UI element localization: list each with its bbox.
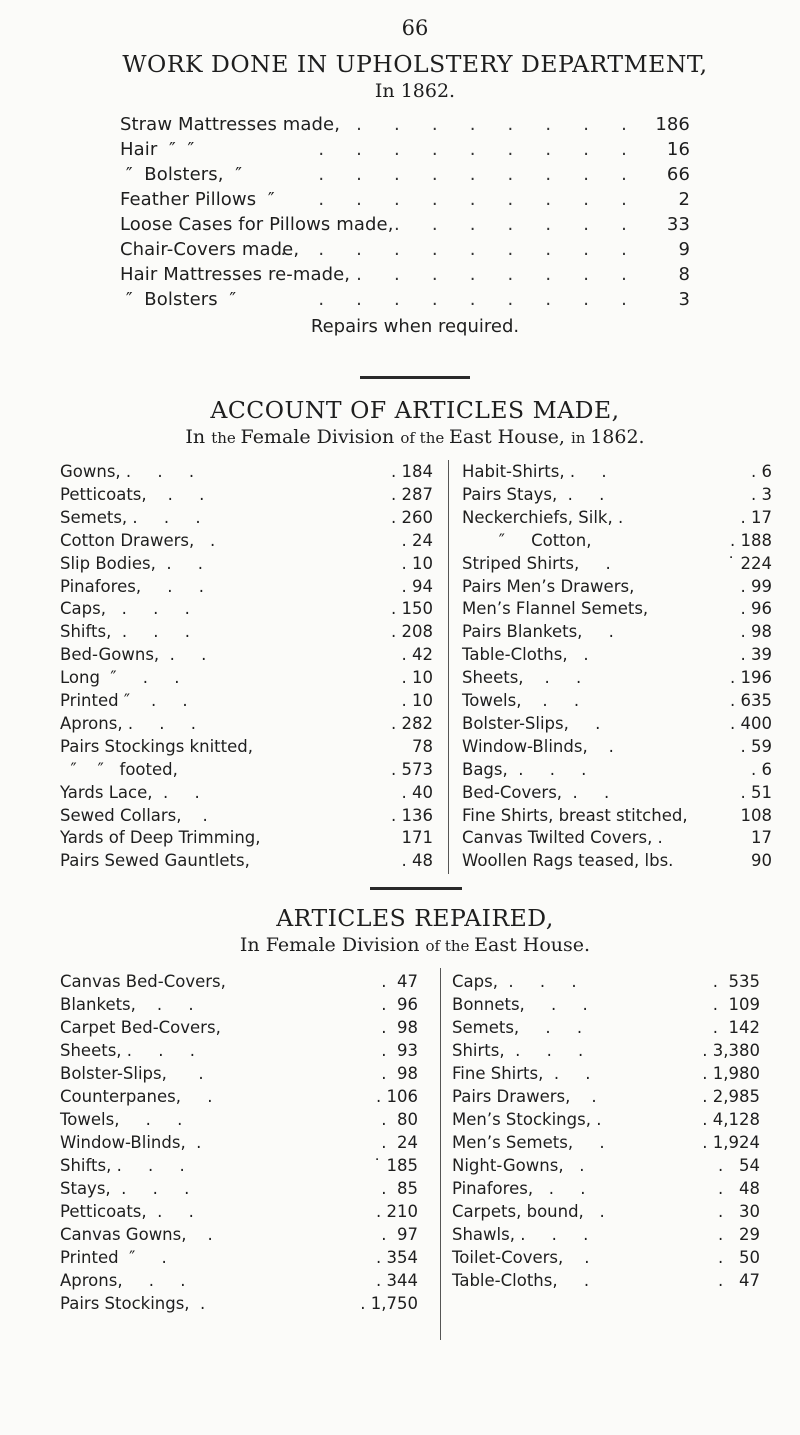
table-row — [462, 508, 772, 531]
table-row — [60, 1133, 418, 1156]
item-value: . 10 — [401, 553, 433, 573]
table-row — [462, 577, 772, 600]
item-label: Slip Bodies, . . — [60, 553, 204, 573]
item-label: Stays, . . . — [60, 1179, 190, 1198]
item-label: Canvas Bed-Covers, — [60, 972, 226, 991]
table-row — [60, 1248, 418, 1271]
table-row — [60, 1110, 418, 1133]
item-label: Bags, . . . — [462, 759, 587, 779]
work-done-title: WORK DONE IN UPHOLSTERY DEPARTMENT, — [122, 50, 708, 78]
item-value: . 85 — [381, 1179, 418, 1198]
item-label: Men’s Semets, . — [452, 1133, 605, 1152]
item-label: Counterpanes, . — [60, 1087, 213, 1106]
table-row — [462, 714, 772, 737]
item-label: Bolster-Slips, . — [60, 1064, 204, 1083]
work-done-label: Hair Mattresses re-made, — [120, 264, 351, 285]
item-label: Printed ″ . . — [60, 691, 188, 710]
articles-repaired-title: ARTICLES REPAIRED, — [276, 904, 554, 932]
table-row — [462, 851, 772, 874]
item-value: ˙ 185 — [373, 1156, 418, 1175]
subtitle-word: Division — [316, 426, 401, 448]
item-value: . 188 — [730, 530, 772, 550]
item-value: 108 — [740, 805, 772, 825]
item-label: Cotton Drawers, . — [60, 530, 216, 550]
table-row — [60, 691, 433, 714]
table-row — [60, 1041, 418, 1064]
table-row — [452, 1179, 760, 1202]
table-row — [462, 599, 772, 622]
table-row — [452, 972, 760, 995]
item-label: Caps, . . . — [60, 599, 190, 619]
table-row — [462, 668, 772, 691]
work-done-row — [120, 264, 690, 290]
subtitle-word: East — [449, 426, 498, 448]
item-label: Caps, . . . — [452, 972, 577, 991]
work-done-value: 66 — [666, 164, 690, 185]
item-value: . 282 — [391, 713, 433, 733]
column-divider — [440, 968, 441, 1340]
subtitle-word: In — [239, 934, 266, 956]
item-value: . 99 — [740, 576, 772, 596]
item-value: . 354 — [376, 1248, 418, 1267]
item-label: Pinafores, . . — [60, 576, 204, 596]
item-value: . 48 — [401, 851, 433, 871]
item-value: . 96 — [381, 995, 418, 1014]
table-row — [462, 645, 772, 668]
work-done-label: Loose Cases for Pillows made, — [120, 214, 394, 235]
table-row — [452, 1248, 760, 1271]
work-done-value: 186 — [655, 114, 690, 135]
item-value: . 535 — [712, 972, 760, 991]
item-label: Men’s Flannel Semets, — [462, 599, 649, 619]
table-row — [60, 972, 418, 995]
item-value: . 106 — [376, 1087, 418, 1106]
item-label: Neckerchiefs, Silk, . — [462, 507, 624, 527]
item-value: . 59 — [740, 736, 772, 756]
item-label: Yards of Deep Trimming, — [60, 828, 261, 848]
leader-dots: . . . . . . . . — [356, 264, 640, 285]
item-label: Aprons, . . . — [60, 713, 197, 733]
item-value: . 48 — [718, 1179, 760, 1198]
item-label: Pairs Men’s Drawers, — [462, 576, 635, 596]
table-row — [452, 1133, 760, 1156]
item-label: Canvas Twilted Covers, . — [462, 828, 663, 848]
table-row — [60, 531, 433, 554]
item-value: . 24 — [401, 530, 433, 550]
subtitle-word: in — [570, 429, 591, 447]
item-value: . 573 — [391, 759, 433, 779]
work-done-subtitle-prefix: In — [374, 80, 395, 102]
table-row — [60, 462, 433, 485]
item-value: . 50 — [718, 1248, 760, 1267]
table-row — [60, 1271, 418, 1294]
subtitle-word: the — [211, 429, 241, 447]
item-value: . 196 — [730, 668, 772, 688]
item-label: Bonnets, . . — [452, 995, 588, 1014]
table-row — [462, 622, 772, 645]
table-row — [60, 1294, 418, 1317]
item-label: Shifts, . . . — [60, 622, 191, 642]
table-row — [462, 806, 772, 829]
item-label: Fine Shirts, breast stitched, — [462, 805, 688, 825]
work-done-label: ″ Bolsters ″ — [120, 289, 237, 310]
item-label: Shawls, . . . — [452, 1225, 589, 1244]
item-label: Bolster-Slips, . — [462, 713, 601, 733]
table-row — [452, 1225, 760, 1248]
table-row — [462, 737, 772, 760]
item-label: Men’s Stockings, . — [452, 1110, 602, 1129]
item-value: . 210 — [376, 1202, 418, 1221]
table-row — [452, 1202, 760, 1225]
work-done-subtitle-year: 1862. — [400, 80, 456, 102]
item-label: Petticoats, . . — [60, 484, 205, 504]
table-row — [462, 691, 772, 714]
item-value: . 51 — [740, 782, 772, 802]
item-value: . 1,924 — [702, 1133, 760, 1152]
page-number: 66 — [401, 16, 429, 40]
item-label: ″ ″ footed, — [60, 759, 178, 779]
work-done-label: Hair ″ ″ — [120, 139, 195, 160]
item-label: Sheets, . . — [462, 668, 582, 688]
item-value: . 24 — [381, 1133, 418, 1152]
leader-dots: . . . . . . . . — [356, 114, 640, 135]
item-value: . 1,980 — [702, 1064, 760, 1083]
table-row — [60, 1087, 418, 1110]
table-row — [452, 1156, 760, 1179]
item-value: . 98 — [381, 1064, 418, 1083]
item-label: Towels, . . — [60, 1110, 183, 1129]
item-value: . 109 — [712, 995, 760, 1014]
item-label: Shirts, . . . — [452, 1041, 584, 1060]
item-value: . 400 — [730, 713, 772, 733]
item-value: . 97 — [381, 1225, 418, 1244]
item-label: Semets, . . — [452, 1018, 583, 1037]
work-done-value: 16 — [666, 139, 690, 160]
table-row — [452, 1087, 760, 1110]
item-label: Carpet Bed-Covers, — [60, 1018, 221, 1037]
articles-made-title: ACCOUNT OF ARTICLES MADE, — [210, 396, 620, 424]
item-label: Bed-Covers, . . — [462, 782, 610, 802]
item-value: . 287 — [391, 484, 433, 504]
item-value: . 39 — [740, 645, 772, 665]
item-label: Fine Shirts, . . — [452, 1064, 591, 1083]
column-divider — [448, 460, 449, 874]
subtitle-word: of the — [400, 429, 449, 447]
item-label: Woollen Rags teased, lbs. — [462, 851, 674, 871]
table-row — [60, 995, 418, 1018]
item-label: Habit-Shirts, . . — [462, 462, 607, 481]
item-value: . 208 — [391, 622, 433, 642]
item-value: . 98 — [381, 1018, 418, 1037]
item-label: Night-Gowns, . — [452, 1156, 585, 1175]
table-row — [462, 485, 772, 508]
table-row — [462, 462, 772, 485]
articles-made-subtitle — [0, 426, 800, 448]
item-value: . 94 — [401, 576, 433, 596]
section-divider — [360, 376, 470, 379]
table-row — [60, 760, 433, 783]
leader-dots: . . . . . . . . . . — [280, 239, 640, 260]
subtitle-word: House, — [497, 426, 571, 448]
work-done-value: 9 — [678, 239, 690, 260]
work-done-label: Straw Mattresses made, — [120, 114, 341, 135]
work-done-row — [120, 164, 690, 190]
subtitle-word: In — [185, 426, 212, 448]
item-value: . 3,380 — [702, 1041, 760, 1060]
item-label: Pairs Drawers, . — [452, 1087, 597, 1106]
leader-dots: . . . . . . . . . — [318, 139, 640, 160]
item-label: Bed-Gowns, . . — [60, 645, 207, 665]
table-row — [60, 806, 433, 829]
item-value: 78 — [412, 736, 433, 756]
item-value: . 344 — [376, 1271, 418, 1290]
subtitle-word: Female — [240, 426, 317, 448]
item-value: . 635 — [730, 691, 772, 710]
table-row — [60, 1064, 418, 1087]
work-done-value: 8 — [678, 264, 690, 285]
item-label: Carpets, bound, . — [452, 1202, 605, 1221]
table-row — [60, 783, 433, 806]
item-label: Gowns, . . . — [60, 462, 195, 481]
item-label: Pairs Stays, . . — [462, 484, 605, 504]
item-label: Sheets, . . . — [60, 1041, 195, 1060]
item-value: . 260 — [391, 507, 433, 527]
item-label: ″ Cotton, — [462, 530, 592, 550]
leader-dots: . . . . . . . . . — [318, 189, 640, 210]
section-divider — [370, 887, 462, 890]
table-row — [60, 1156, 418, 1179]
table-row — [60, 645, 433, 668]
item-value: . 47 — [381, 972, 418, 991]
item-value: . 150 — [391, 599, 433, 619]
item-value: . 10 — [401, 668, 433, 688]
table-row — [60, 485, 433, 508]
item-value: . 29 — [718, 1225, 760, 1244]
item-value: . 40 — [401, 782, 433, 802]
work-done-label: Chair-Covers made, — [120, 239, 300, 260]
subtitle-word: of the — [425, 937, 475, 955]
item-label: Pinafores, . . — [452, 1179, 586, 1198]
item-label: Long ″ . . — [60, 668, 180, 688]
table-row — [60, 1179, 418, 1202]
item-label: Toilet-Covers, . — [452, 1248, 590, 1267]
table-row — [452, 995, 760, 1018]
item-label: Canvas Gowns, . — [60, 1225, 213, 1244]
table-row — [60, 1202, 418, 1225]
work-done-subtitle — [0, 80, 800, 102]
subtitle-word: Female — [265, 934, 342, 956]
item-value: . 47 — [718, 1271, 760, 1290]
table-row — [60, 851, 433, 874]
item-value: . 30 — [718, 1202, 760, 1221]
table-row — [60, 554, 433, 577]
item-label: Semets, . . . — [60, 507, 201, 527]
table-row — [462, 783, 772, 806]
work-done-row — [120, 239, 690, 265]
table-row — [60, 668, 433, 691]
work-done-label: Feather Pillows ″ — [120, 189, 275, 210]
leader-dots: . . . . . . . . . — [318, 164, 640, 185]
item-value: . 17 — [740, 507, 772, 527]
item-value: . 6 — [751, 462, 772, 481]
item-label: Table-Cloths, . — [452, 1271, 590, 1290]
work-done-row — [120, 214, 690, 240]
item-value: . 80 — [381, 1110, 418, 1129]
item-label: Aprons, . . — [60, 1271, 186, 1290]
table-row — [462, 531, 772, 554]
item-label: Printed ″ . — [60, 1248, 167, 1267]
work-done-label: ″ Bolsters, ″ — [120, 164, 243, 185]
subtitle-word: 1862. — [590, 426, 645, 448]
item-value: . 1,750 — [360, 1294, 418, 1313]
table-row — [60, 737, 433, 760]
item-value: . 136 — [391, 805, 433, 825]
item-label: Pairs Blankets, . — [462, 622, 614, 642]
leader-dots: . . . . . . . — [394, 214, 640, 235]
table-row — [60, 622, 433, 645]
item-value: . 6 — [751, 759, 772, 779]
table-row — [60, 714, 433, 737]
item-value: . 142 — [712, 1018, 760, 1037]
item-label: Towels, . . — [462, 691, 580, 710]
work-done-row — [120, 114, 690, 140]
table-row — [462, 760, 772, 783]
table-row — [60, 508, 433, 531]
table-row — [452, 1018, 760, 1041]
item-value: 171 — [401, 828, 433, 848]
table-row — [452, 1271, 760, 1294]
table-row — [462, 554, 772, 577]
table-row — [452, 1064, 760, 1087]
item-label: Striped Shirts, . — [462, 553, 611, 573]
work-done-value: 33 — [666, 214, 690, 235]
item-value: 17 — [751, 828, 772, 848]
item-value: ˙ 224 — [727, 553, 772, 573]
item-label: Sewed Collars, . — [60, 805, 208, 825]
table-row — [60, 577, 433, 600]
table-row — [60, 1225, 418, 1248]
item-value: . 3 — [751, 484, 772, 504]
item-value: . 10 — [401, 691, 433, 710]
subtitle-word: East — [474, 934, 523, 956]
work-done-value: 3 — [678, 289, 690, 310]
work-done-row — [120, 139, 690, 165]
item-label: Pairs Stockings knitted, — [60, 736, 253, 756]
item-value: . 42 — [401, 645, 433, 665]
item-label: Window-Blinds, . — [60, 1133, 202, 1152]
item-label: Yards Lace, . . — [60, 782, 200, 802]
item-value: 90 — [751, 851, 772, 871]
item-value: . 96 — [740, 599, 772, 619]
item-label: Table-Cloths, . — [462, 645, 589, 665]
item-label: Window-Blinds, . — [462, 736, 614, 756]
work-done-value: 2 — [678, 189, 690, 210]
table-row — [452, 1110, 760, 1133]
subtitle-word: Division — [341, 934, 426, 956]
table-row — [60, 828, 433, 851]
work-done-row — [120, 289, 690, 315]
item-value: . 93 — [381, 1041, 418, 1060]
item-value: . 2,985 — [702, 1087, 760, 1106]
articles-repaired-subtitle — [0, 934, 800, 956]
table-row — [60, 1018, 418, 1041]
item-value: . 54 — [718, 1156, 760, 1175]
item-label: Blankets, . . — [60, 995, 194, 1014]
table-row — [462, 828, 772, 851]
table-row — [452, 1041, 760, 1064]
item-value: . 98 — [740, 622, 772, 642]
leader-dots: . . . . . . . . . — [318, 289, 640, 310]
item-label: Pairs Sewed Gauntlets, — [60, 851, 250, 871]
repairs-note: Repairs when required. — [310, 316, 520, 337]
work-done-row — [120, 189, 690, 215]
subtitle-word: House. — [522, 934, 591, 956]
item-label: Shifts, . . . — [60, 1156, 185, 1175]
table-row — [60, 599, 433, 622]
item-label: Pairs Stockings, . — [60, 1294, 206, 1313]
item-value: . 184 — [391, 462, 433, 481]
item-value: . 4,128 — [702, 1110, 760, 1129]
item-label: Petticoats, . . — [60, 1202, 194, 1221]
